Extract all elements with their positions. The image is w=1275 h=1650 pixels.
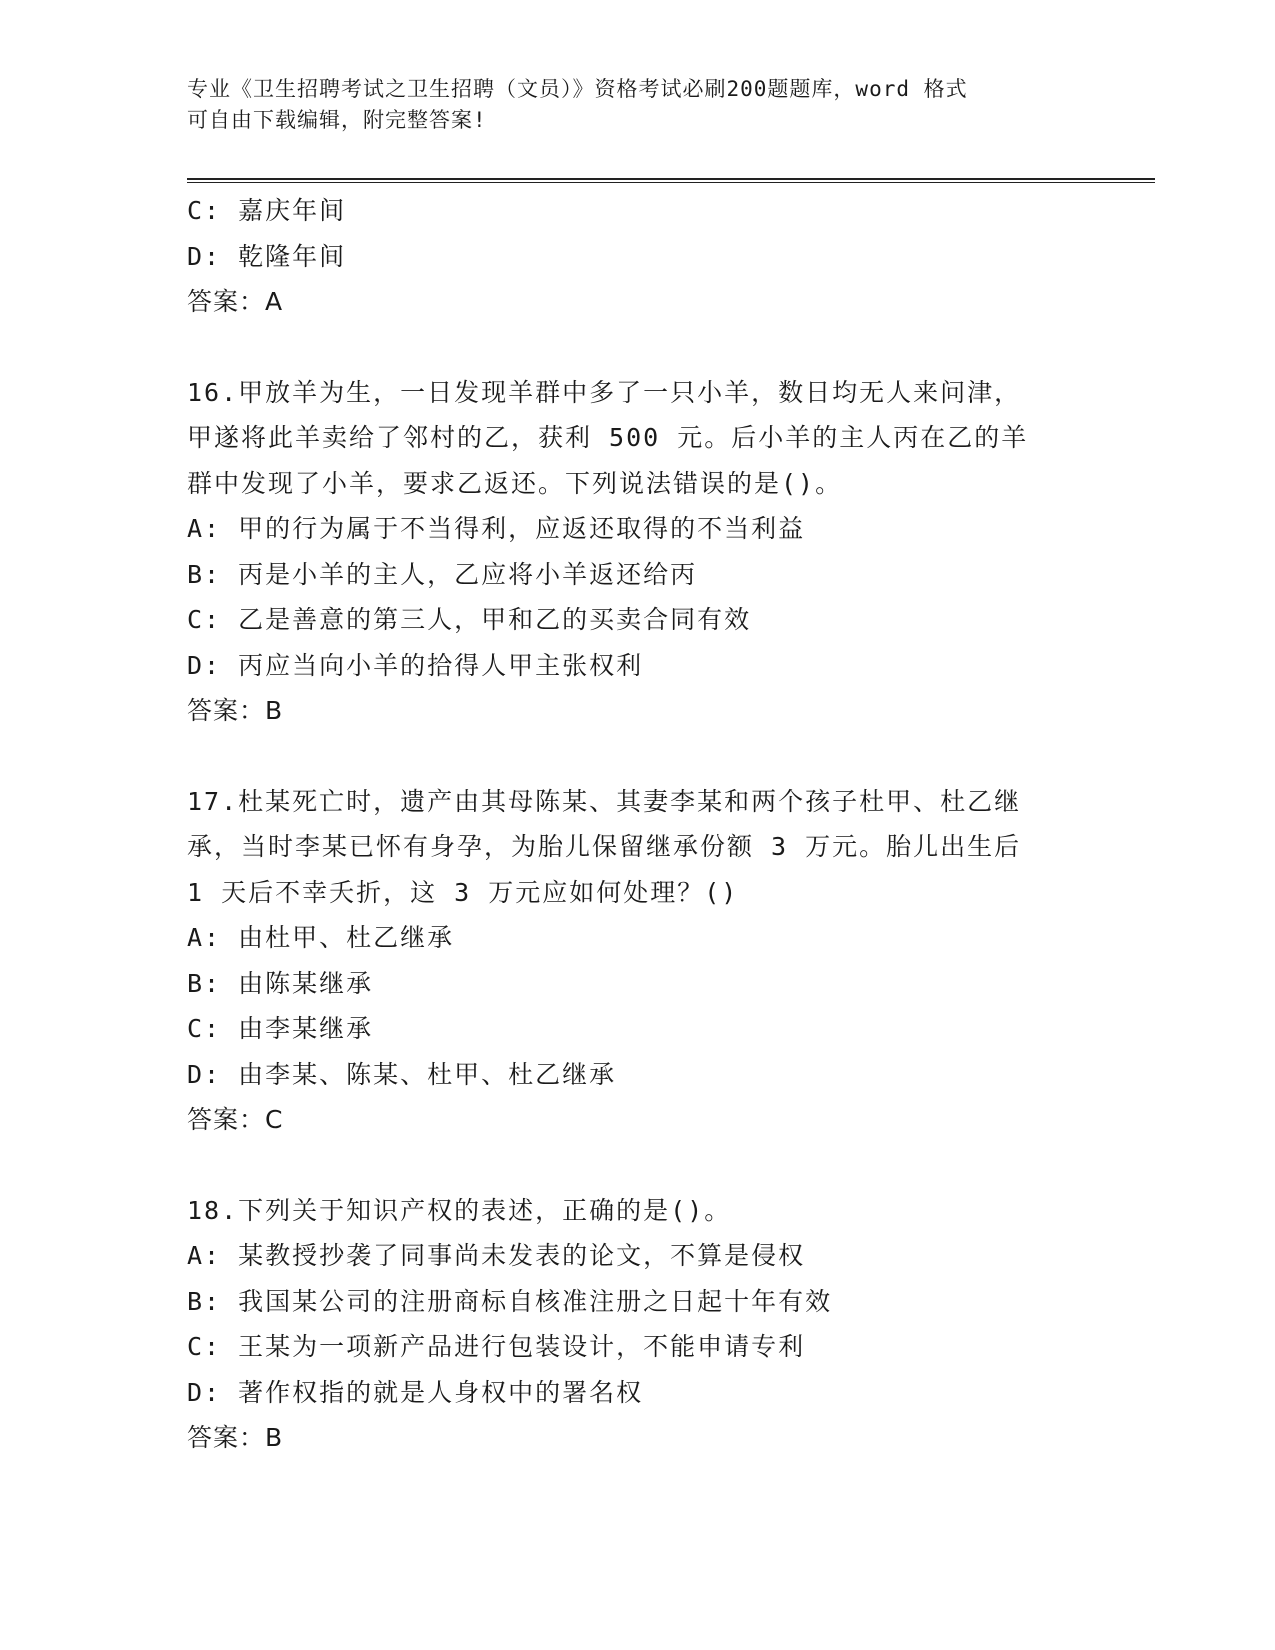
answer-line: 答案：C — [187, 1105, 284, 1134]
answer-line: 答案：B — [187, 1423, 284, 1452]
question-stem-line: 承，当时李某已怀有身孕，为胎儿保留继承份额 3 万元。胎儿出生后 — [187, 832, 1022, 861]
question-16 — [187, 370, 1087, 734]
document-body — [187, 188, 1087, 1461]
option-a: A: 甲的行为属于不当得利，应返还取得的不当利益 — [187, 514, 806, 543]
option-d: D: 著作权指的就是人身权中的署名权 — [187, 1377, 644, 1407]
answer-line: 答案：B — [187, 696, 284, 725]
header-line-1: 专业《卫生招聘考试之卫生招聘（文员）》资格考试必刷200题题库，word 格式 — [187, 77, 968, 101]
document-header — [187, 74, 1087, 136]
question-stem-line: 群中发现了小羊，要求乙返还。下列说法错误的是()。 — [187, 468, 843, 498]
option-d: D: 乾隆年间 — [187, 241, 347, 271]
option-a: A: 某教授抄袭了同事尚未发表的论文，不算是侵权 — [187, 1241, 806, 1270]
question-stem-line: 16.甲放羊为生，一日发现羊群中多了一只小羊，数日均无人来问津， — [187, 377, 1022, 407]
option-c: C: 乙是善意的第三人，甲和乙的买卖合同有效 — [187, 605, 752, 634]
header-line-2: 可自由下载编辑，附完整答案! — [187, 108, 487, 132]
question-stem-line: 17.杜某死亡时，遗产由其母陈某、其妻李某和两个孩子杜甲、杜乙继 — [187, 786, 1022, 816]
option-c: C: 嘉庆年间 — [187, 196, 347, 225]
option-b: B: 由陈某继承 — [187, 968, 374, 998]
option-c: C: 由李某继承 — [187, 1014, 374, 1043]
option-b: B: 我国某公司的注册商标自核准注册之日起十年有效 — [187, 1286, 833, 1316]
question-18 — [187, 1188, 1087, 1461]
option-a: A: 由杜甲、杜乙继承 — [187, 923, 455, 952]
question-stem-line: 18.下列关于知识产权的表述，正确的是()。 — [187, 1195, 732, 1225]
question-17 — [187, 779, 1087, 1143]
previous-question-tail — [187, 188, 1087, 325]
option-d: D: 丙应当向小羊的拾得人甲主张权利 — [187, 650, 644, 680]
question-stem-line: 甲遂将此羊卖给了邻村的乙，获利 500 元。后小羊的主人丙在乙的羊 — [187, 423, 1029, 452]
header-divider — [187, 178, 1155, 183]
answer-line: 答案：A — [187, 287, 284, 316]
option-d: D: 由李某、陈某、杜甲、杜乙继承 — [187, 1059, 617, 1089]
option-b: B: 丙是小羊的主人，乙应将小羊返还给丙 — [187, 559, 698, 589]
question-stem-line: 1 天后不幸夭折，这 3 万元应如何处理？() — [187, 877, 739, 907]
option-c: C: 王某为一项新产品进行包装设计，不能申请专利 — [187, 1332, 806, 1361]
